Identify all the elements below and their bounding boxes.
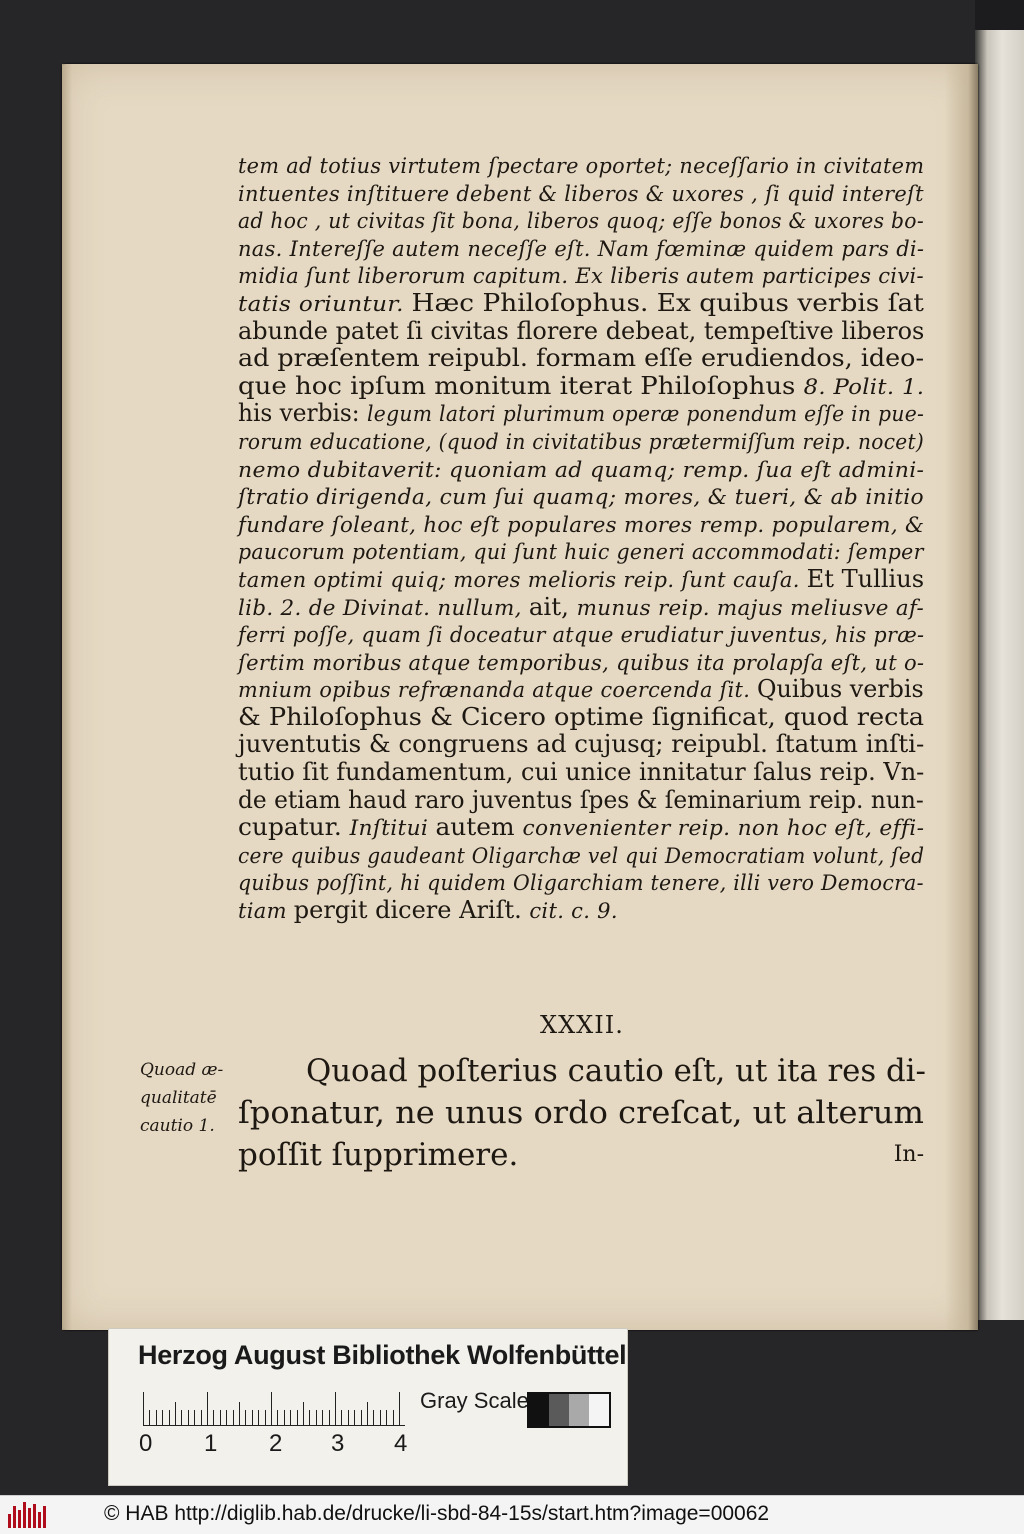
text-line [238, 566, 928, 594]
footer-copyright: © HAB http://diglib.hab.de/drucke/li-sbd-84-15s/start.htm?image=00062 [104, 1502, 770, 1525]
text-line-content [238, 290, 924, 318]
ruler-tick [213, 1410, 214, 1426]
text-line [238, 235, 928, 263]
gray-swatch [569, 1394, 589, 1426]
text-line [238, 594, 928, 622]
italic-text: convenienter reip. non hoc eſt, effi- [522, 816, 925, 841]
ruler-tick [354, 1410, 355, 1426]
ruler-tick [175, 1402, 176, 1426]
text-line-content [238, 842, 924, 870]
catchword: In- [893, 1142, 924, 1167]
ruler-tick [316, 1410, 317, 1426]
italic-text: cit. c. 9. [529, 899, 618, 924]
text-line [238, 290, 928, 318]
text-line-content [238, 621, 924, 649]
text-line-content [238, 704, 924, 732]
ruler-tick [265, 1410, 266, 1426]
section-line [238, 1092, 928, 1134]
italic-text: nas. Intereſſe autem neceſſe eſt. Nam fœminæ quidem pars di- [238, 236, 925, 261]
text-line [238, 373, 928, 401]
text-line [238, 511, 928, 539]
ruler-tick [181, 1410, 182, 1426]
text-line [238, 538, 928, 566]
text-line [238, 621, 928, 649]
roman-text: ait, [528, 592, 577, 621]
roman-text: Quibus verbis [757, 675, 924, 704]
roman-text: de etiam haud raro juventus ſpes & ſeminarium reip. nun- [238, 785, 924, 814]
text-line [238, 400, 928, 428]
ruler-tick [252, 1410, 253, 1426]
ruler-tick [277, 1410, 278, 1426]
text-line-content [238, 262, 924, 290]
italic-text: legum latori plurimum operæ ponendum eſſe in pue- [366, 402, 925, 427]
text-line [238, 456, 928, 484]
ruler-tick [207, 1392, 208, 1426]
ruler-tick [149, 1410, 150, 1426]
italic-text: ſertim moribus atque temporibus, quibus ita prolapſa eſt, ut o- [238, 650, 925, 675]
text-line-content [238, 318, 924, 346]
text-line [238, 704, 928, 732]
card-title: Herzog August Bibliothek Wolfenbüttel [138, 1340, 627, 1370]
roman-text: autem [435, 813, 523, 842]
text-line [238, 814, 928, 842]
logo-bar [8, 1514, 11, 1528]
ruler-tick [169, 1410, 170, 1426]
ruler-tick [297, 1410, 298, 1426]
ruler-tick [367, 1402, 368, 1426]
roman-text: Hæc Philoſophus. Ex quibus verbis ſat [411, 288, 924, 317]
text-line-content [238, 180, 924, 208]
logo-bar [18, 1510, 21, 1528]
italic-text: tiam [238, 899, 294, 924]
section-text [238, 1050, 928, 1176]
ruler-tick [162, 1410, 163, 1426]
ruler-tick [226, 1410, 227, 1426]
italic-text: quibus poſſint, hi quidem Oligarchiam tenere, illi vero Democra- [238, 871, 924, 896]
text-line-content [238, 235, 924, 263]
text-line-content [238, 400, 924, 428]
italic-text: lib. 2. de Divinat. nullum, [238, 595, 529, 620]
section-line [238, 1050, 928, 1092]
text-line-content [238, 676, 924, 704]
text-line [238, 897, 928, 925]
section-line [238, 1134, 928, 1176]
text-line-content [238, 511, 924, 539]
page-edge-shadow [62, 64, 72, 1330]
ruler-tick [201, 1410, 202, 1426]
ruler-tick [329, 1410, 330, 1426]
text-line-content [238, 759, 924, 787]
gray-swatch [549, 1394, 569, 1426]
italic-text: ſtratio dirigenda, cum ſui quamq; mores, & tueri, & ab initio [238, 485, 924, 510]
ruler-tick [309, 1410, 310, 1426]
text-line-content [238, 594, 924, 622]
marginal-note-line: qualitatē [140, 1088, 217, 1108]
ruler-tick [143, 1392, 144, 1426]
text-line [238, 318, 928, 346]
ruler-tick [188, 1410, 189, 1426]
italic-text: ferri poſſe, quam ſi doceatur atque erudiatur juventus, his præ- [238, 623, 925, 648]
ruler-tick [322, 1410, 323, 1426]
ruler-tick [290, 1410, 291, 1426]
section-line-text: ſponatur, ne unus ordo creſcat, ut alterum [238, 1095, 924, 1131]
text-line [238, 207, 928, 235]
text-line-content [238, 345, 924, 373]
ruler-tick [335, 1392, 336, 1426]
text-line [238, 262, 928, 290]
text-line-content [238, 897, 618, 925]
italic-text: Inſtitui [349, 816, 436, 841]
logo-bar [28, 1508, 31, 1528]
italic-text: intuentes inſtituere debent & liberos & uxores , ſi quid intereſt [238, 181, 924, 206]
italic-text: tem ad totius virtutem ſpectare oportet; neceſſario in civitatem [238, 154, 925, 178]
ruler-tick [194, 1410, 195, 1426]
ruler-tick [303, 1402, 304, 1426]
ruler-tick [271, 1392, 272, 1426]
roman-text: que hoc ipſum monitum iterat Philoſophus [238, 371, 804, 400]
logo-bar [33, 1504, 36, 1528]
roman-text: & Philoſophus & Cicero optime ſignificat, quod recta [238, 702, 925, 731]
ruler-tick [220, 1410, 221, 1426]
roman-text: cupatur. [238, 813, 350, 842]
text-line [238, 428, 928, 456]
ruler-label: 2 [269, 1430, 283, 1457]
hab-logo-icon [8, 1502, 46, 1528]
roman-text: tutio ſit fundamentum, cui unice innitatur ſalus reip. Vn- [238, 758, 925, 787]
text-line [238, 649, 928, 677]
roman-text: Et Tullius [806, 564, 925, 593]
text-line-content [238, 428, 924, 456]
marginal-note-line: Quoad æ- [140, 1060, 224, 1080]
italic-text: fundare ſoleant, hoc eſt populares mores remp. popularem, & [238, 512, 925, 537]
text-line [238, 483, 928, 511]
text-line [238, 676, 928, 704]
adjacent-page-edge [975, 30, 1024, 1320]
ruler-tick [233, 1410, 234, 1426]
italic-text: cere quibus gaudeant Oligarchæ vel qui Democratiam volunt, ſed [238, 843, 925, 868]
italic-text: midia ſunt liberorum capitum. Ex liberis autem participes civi- [238, 264, 924, 289]
ruler-label: 4 [394, 1430, 408, 1457]
page-gutter-shadow [945, 64, 978, 1330]
text-line-content [238, 538, 924, 566]
ruler-tick [361, 1410, 362, 1426]
text-line-content [238, 483, 924, 511]
section-line-text: poſſit ſupprimere. [238, 1137, 519, 1173]
ruler-tick [245, 1410, 246, 1426]
text-line-content [238, 207, 924, 235]
roman-text: abunde patet ſi civitas florere debeat, tempeſtive liberos [238, 316, 925, 345]
italic-text: paucorum potentiam, qui ſunt huic generi accommodati: ſemper [238, 540, 924, 565]
roman-text: his verbis: [238, 399, 367, 428]
ruler-label: 3 [331, 1430, 345, 1457]
text-line-content [238, 152, 924, 180]
logo-bar [43, 1506, 46, 1528]
text-line [238, 787, 928, 815]
main-text-block [238, 152, 928, 925]
italic-text: ad hoc , ut civitas ſit bona, liberos quoq; eſſe bonos & uxores bo- [238, 209, 924, 234]
ruler-tick [380, 1410, 381, 1426]
ruler-tick [399, 1392, 400, 1426]
ruler [143, 1390, 405, 1426]
section-number: XXXII. [540, 1011, 624, 1039]
gray-scale-label: Gray Scale [420, 1388, 529, 1413]
ruler-label: 1 [204, 1430, 218, 1457]
text-line-content [238, 787, 924, 815]
ruler-tick [284, 1410, 285, 1426]
ruler-label: 0 [139, 1430, 153, 1457]
section-line-text: Quoad poſterius cautio eſt, ut ita res di- [306, 1053, 926, 1089]
ruler-tick [386, 1410, 387, 1426]
text-line-content [238, 566, 924, 594]
ruler-tick [373, 1410, 374, 1426]
text-line [238, 759, 928, 787]
gray-swatch [529, 1394, 549, 1426]
roman-text: ad præſentem reipubl. formam eſſe erudiendos, ideo- [238, 344, 925, 373]
text-line-content [238, 869, 924, 897]
marginal-note-line: cautio 1. [140, 1116, 215, 1136]
ruler-tick [156, 1410, 157, 1426]
ruler-tick [348, 1410, 349, 1426]
text-line [238, 180, 928, 208]
ruler-tick [239, 1402, 240, 1426]
italic-text: rorum educatione, (quod in civitatibus prætermiſſum reip. nocet) [238, 429, 925, 454]
marginal-note [140, 1056, 240, 1140]
text-line [238, 345, 928, 373]
text-line-content [238, 649, 924, 677]
italic-text: tatis oriuntur. [238, 291, 412, 316]
text-line-content [238, 731, 924, 759]
italic-text: nemo dubitaverit: quoniam ad quamq; remp. ſua eſt admini- [238, 457, 925, 482]
logo-bar [38, 1512, 41, 1528]
text-line [238, 869, 928, 897]
ruler-tick [341, 1410, 342, 1426]
text-line-content [238, 373, 924, 401]
italic-text: 8. Polit. 1. [803, 374, 925, 399]
gray-swatch [589, 1394, 609, 1426]
ruler-tick [258, 1410, 259, 1426]
logo-bar [23, 1502, 26, 1528]
text-line-content [238, 814, 924, 842]
italic-text: mnium opibus refrænanda atque coercenda ſit. [238, 678, 758, 703]
text-line-content [238, 456, 924, 484]
italic-text: munus reip. majus meliusve af- [576, 595, 924, 620]
gray-scale-swatches [527, 1392, 611, 1428]
roman-text: juventutis & congruens ad cujusq; reipubl. ſtatum inſti- [238, 730, 925, 759]
text-line [238, 152, 928, 180]
italic-text: tamen optimi quiq; mores melioris reip. ſunt cauſa. [238, 567, 807, 592]
logo-bar [13, 1506, 16, 1528]
ruler-tick [393, 1410, 394, 1426]
roman-text: pergit dicere Ariſt. [293, 896, 530, 925]
text-line [238, 842, 928, 870]
text-line [238, 731, 928, 759]
